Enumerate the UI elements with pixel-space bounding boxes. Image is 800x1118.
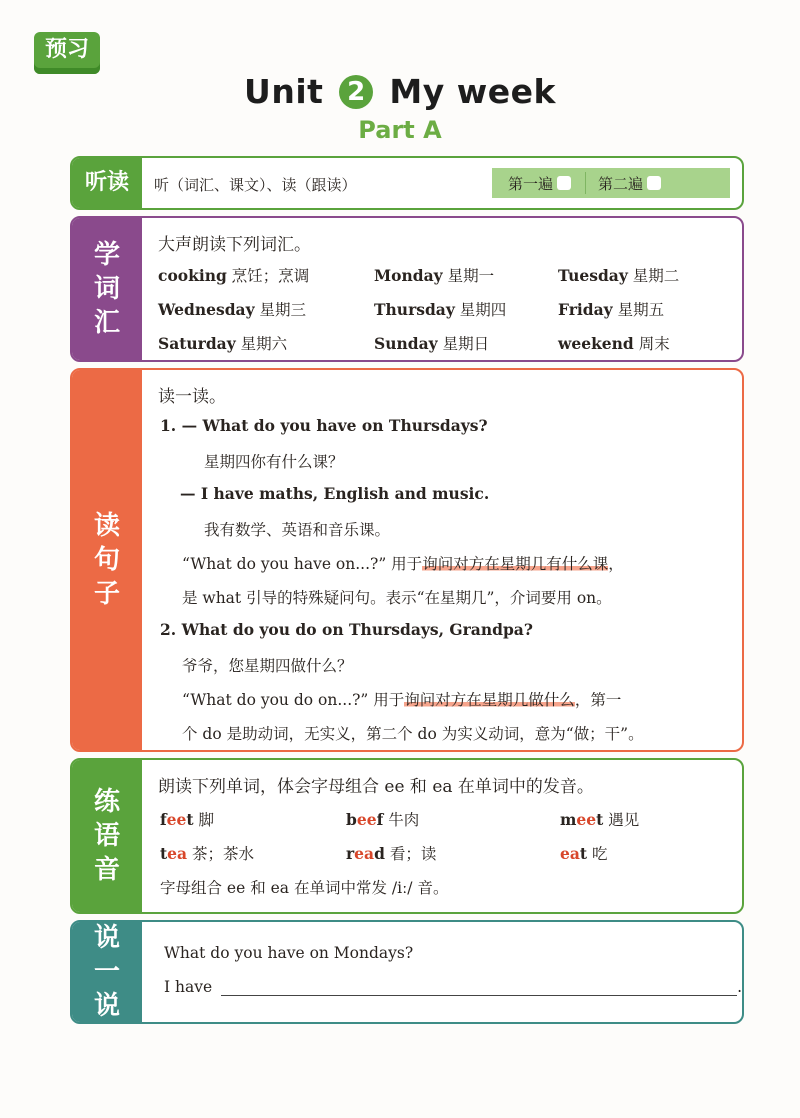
vocab-word: Thursday 星期四 (374, 300, 507, 319)
speak-question: What do you have on Mondays? (164, 944, 414, 962)
question-1-zh: 星期四你有什么课？ (204, 453, 344, 471)
note-2-highlight: 询问对方在星期几做什么 (404, 691, 575, 709)
progress-checks (492, 168, 730, 198)
vocab-heading: 大声朗读下列词汇。 (158, 235, 311, 255)
title-unit: Unit (244, 72, 324, 111)
note-1-line2: 是 what 引导的特殊疑问句。表示“在星期几”，介词要用 on。 (182, 589, 612, 607)
vocab-label: 学 词 汇 (72, 218, 142, 360)
listen-instruction: 听（词汇、课文）、读（跟读） (154, 176, 357, 194)
vocab-section (70, 216, 744, 362)
second-pass-checkbox[interactable] (647, 176, 661, 190)
phonics-word: meet 遇见 (560, 810, 640, 829)
title-text: My week (389, 72, 556, 111)
vocab-word: Wednesday 星期三 (158, 300, 307, 319)
unit-number: 2 (339, 75, 373, 109)
answer-1-zh: 我有数学、英语和音乐课。 (204, 521, 391, 539)
sentences-label: 读 句 子 (72, 370, 142, 750)
page-title (0, 72, 800, 111)
question-1: 1. — What do you have on Thursdays? (160, 416, 488, 435)
speak-answer: I have . (164, 978, 743, 996)
question-2: 2. What do you do on Thursdays, Grandpa? (160, 620, 533, 639)
note-1-highlight: 询问对方在星期几有什么课 (422, 555, 609, 573)
phonics-word: feet 脚 (160, 810, 215, 829)
sentences-heading: 读一读。 (158, 387, 226, 407)
vocab-word: Tuesday 星期二 (558, 266, 680, 285)
first-pass-label: 第一遍 (508, 174, 554, 193)
speak-section (70, 920, 744, 1024)
phonics-word: tea 茶；茶水 (160, 844, 255, 863)
vocab-word: cooking 烹饪；烹调 (158, 266, 310, 285)
vocab-word: Friday 星期五 (558, 300, 665, 319)
vocab-word: Monday 星期一 (374, 266, 495, 285)
sentences-section (70, 368, 744, 752)
answer-1: — I have maths, English and music. (180, 484, 490, 503)
second-pass-label: 第二遍 (598, 174, 644, 193)
vocab-word: weekend 周末 (558, 334, 670, 353)
listen-label: 听读 (72, 158, 142, 208)
phonics-word: beef 牛肉 (346, 810, 420, 829)
vocab-word: Saturday 星期六 (158, 334, 288, 353)
preview-badge: 预习 (34, 32, 100, 74)
page-subtitle: Part A (358, 116, 442, 144)
phonics-word: eat 吃 (560, 844, 608, 863)
speak-label: 说 一 说 (72, 922, 142, 1022)
phonics-rule: 字母组合 ee 和 ea 在单词中常发 /iː/ 音。 (160, 879, 449, 897)
phonics-section (70, 758, 744, 914)
answer-blank[interactable] (221, 979, 737, 996)
vocab-word: Sunday 星期日 (374, 334, 490, 353)
note-2-line2: 个 do 是助动词，无实义，第二个 do 为实义动词，意为“做；干”。 (182, 725, 644, 743)
phonics-heading: 朗读下列单词，体会字母组合 ee 和 ea 在单词中的发音。 (158, 777, 594, 797)
phonics-label: 练 语 音 (72, 760, 142, 912)
note-1: “What do you have on...?” 用于询问对方在星期几有什么课， (182, 555, 624, 573)
phonics-word: read 看；读 (346, 844, 437, 863)
first-pass-checkbox[interactable] (557, 176, 571, 190)
note-2: “What do you do on...?” 用于询问对方在星期几做什么，第一 (182, 691, 622, 709)
question-2-zh: 爷爷，您星期四做什么？ (182, 657, 353, 675)
listen-section (70, 156, 744, 210)
